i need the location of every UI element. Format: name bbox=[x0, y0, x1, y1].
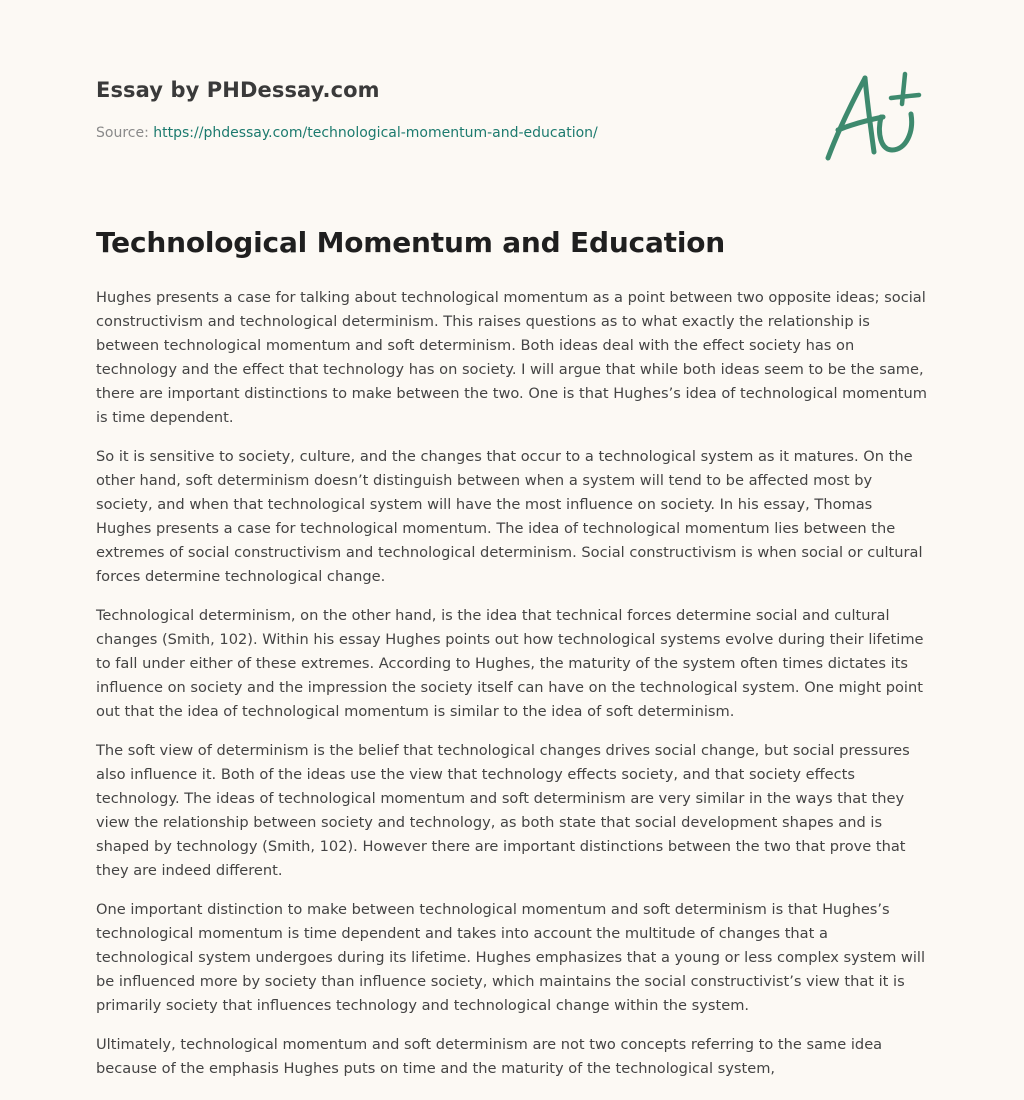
a-plus-logo-icon bbox=[823, 68, 923, 164]
source-line bbox=[96, 125, 598, 141]
essay-paragraph: The soft view of determinism is the belief that technological changes drives social change, but social pressures also influence it. Both of the ideas use the view that technology effects society, and that society effects technology. The ideas of technological momentum and soft determinism are very similar in the ways that they view the relationship between society and technology, as both state that social development shapes and is shaped by technology (Smith, 102). However there are important distinctions between the two that prove that they are indeed different. bbox=[96, 742, 910, 879]
site-header bbox=[96, 0, 928, 200]
source-label: Source: bbox=[96, 125, 154, 141]
essay-page bbox=[96, 0, 928, 1077]
essay-paragraph: One important distinction to make between technological momentum and soft determinism is that Hughes’s technological momentum is time dependent and takes into account the multitude of changes that a technological system undergoes during its lifetime. Hughes emphasizes that a young or less complex system will be influenced more by society than influence society, which maintains the social constructivist’s view that it is primarily society that influences technology and technological change within the system. bbox=[96, 901, 926, 1014]
essay-paragraph: Hughes presents a case for talking about technological momentum as a point between two opposite ideas; social constructivism and technological determinism. This raises questions as to what exactly the relationship is between technological momentum and soft determinism. Both ideas deal with the effect society has on technology and the effect that technology has on society. I will argue that while both ideas seem to be the same, there are important distinctions to make between the two. One is that Hughes’s idea of technological momentum is time dependent. bbox=[96, 289, 927, 426]
brand-title: Essay by PHDessay.com bbox=[96, 78, 380, 102]
essay-title: Technological Momentum and Education bbox=[96, 226, 725, 259]
essay-paragraph: Ultimately, technological momentum and soft determinism are not two concepts referring to the same idea because of the emphasis Hughes puts on time and the maturity of the technological system, bbox=[96, 1036, 883, 1077]
essay-paragraph: So it is sensitive to society, culture, and the changes that occur to a technological system as it matures. On the other hand, soft determinism doesn’t distinguish between when a system will tend to be affected most by society, and when that technological system will have the most influence on society. In his essay, Thomas Hughes presents a case for technological momentum. The idea of technological momentum lies between the extremes of social constructivism and technological determinism. Social constructivism is when social or cultural forces determine technological change. bbox=[96, 448, 923, 585]
essay-body bbox=[96, 286, 928, 1096]
essay-paragraph: Technological determinism, on the other hand, is the idea that technical forces determine social and cultural changes (Smith, 102). Within his essay Hughes points out how technological systems evolve during their lifetime to fall under either of these extremes. According to Hughes, the maturity of the system often times dictates its influence on society and the impression the society itself can have on the technological system. One might point out that the idea of technological momentum is similar to the idea of soft determinism. bbox=[96, 607, 924, 720]
source-link[interactable]: https://phdessay.com/technological-momentum-and-education/ bbox=[153, 125, 598, 141]
